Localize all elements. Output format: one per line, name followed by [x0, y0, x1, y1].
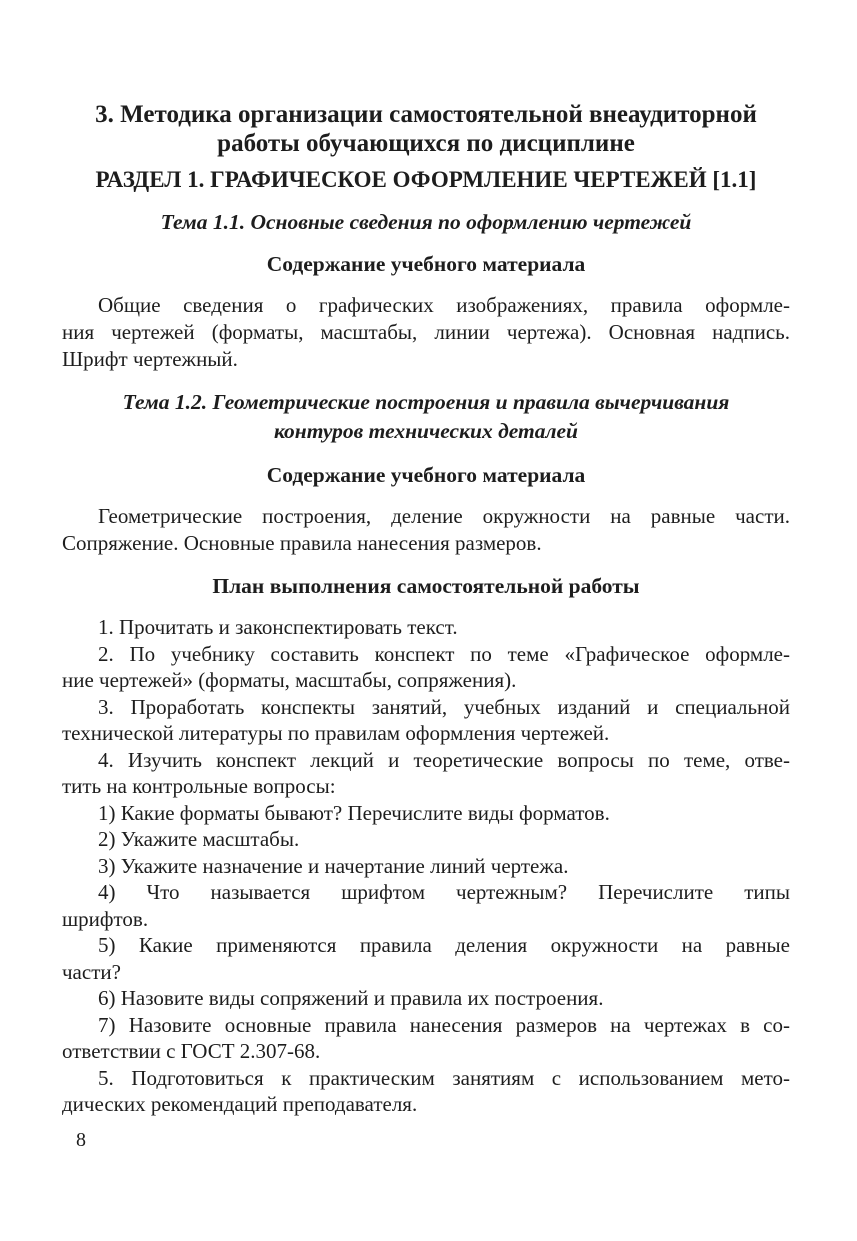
paragraph-line: Геометрические построения, деление окружности на равные части.: [98, 504, 790, 528]
plan-item-line: 3) Укажите назначение и начертание линий чертежа.: [98, 853, 569, 878]
plan-item-line: тить на контрольные вопросы:: [62, 774, 336, 798]
plan-heading: План выполнения самостоятельной работы: [212, 574, 640, 598]
plan-item-line: 2. По учебнику составить конспект по теме «Графическое оформле-: [98, 641, 790, 666]
paragraph-line: ния чертежей (форматы, масштабы, линии чертежа). Основная надпись.: [62, 320, 790, 344]
topic-1-2-heading: [62, 388, 790, 446]
plan-item-line: 5. Подготовиться к практическим занятиям с использованием мето-: [98, 1065, 790, 1090]
plan-item-line: 4. Изучить конспект лекций и теоретические вопросы по теме, отве-: [98, 747, 790, 772]
paragraph-line: Общие сведения о графических изображениях, правила оформле-: [98, 293, 790, 317]
content-label-2: Содержание учебного материала: [266, 463, 586, 487]
plan-item-line: ответствии с ГОСТ 2.307-68.: [62, 1039, 321, 1063]
plan-item: [62, 853, 790, 880]
chapter-title-line-2: работы обучающихся по дисциплине: [217, 130, 635, 157]
plan-item: [62, 1065, 790, 1118]
plan-item-line: 2) Укажите масштабы.: [98, 827, 300, 851]
plan-item: [62, 932, 790, 985]
plan-item: [62, 800, 790, 827]
plan-item: [62, 826, 790, 853]
plan-item-line: 5) Какие применяются правила деления окружности на равные: [98, 933, 790, 957]
plan-item: [62, 1012, 790, 1065]
chapter-title: [62, 100, 790, 158]
plan-item: [62, 985, 790, 1012]
plan-item-line: 1) Какие форматы бывают? Перечислите виды форматов.: [98, 800, 610, 825]
plan-item-line: шрифтов.: [62, 906, 149, 931]
paragraph-line: Шрифт чертежный.: [62, 347, 238, 371]
topic-1-1-heading: Тема 1.1. Основные сведения по оформлению чертежей: [160, 210, 692, 234]
content-label-1: Содержание учебного материала: [266, 252, 586, 276]
plan-item-line: дических рекомендаций преподавателя.: [62, 1092, 418, 1116]
plan-item-line: 7) Назовите основные правила нанесения размеров на чертежах в со-: [98, 1012, 790, 1037]
paragraph-topic-1-2: [62, 503, 790, 557]
paragraph-line: Сопряжение. Основные правила нанесения размеров.: [62, 531, 542, 555]
plan-item: [62, 694, 790, 747]
plan-item: [62, 879, 790, 932]
plan-item-line: технической литературы по правилам оформления чертежей.: [62, 721, 610, 745]
plan-item: [62, 747, 790, 800]
chapter-title-line-1: 3. Методика организации самостоятельной внеаудиторной: [95, 101, 757, 128]
paragraph-topic-1-1: [62, 292, 790, 373]
page-number: 8: [76, 1129, 86, 1151]
plan-item: [62, 641, 790, 694]
plan-item-line: 4) Что называется шрифтом чертежным? Перечислите типы: [98, 880, 790, 904]
plan-item-line: 6) Назовите виды сопряжений и правила их построения.: [98, 986, 604, 1010]
topic-1-2-heading-line-2: контуров технических деталей: [273, 419, 579, 443]
plan-item-line: части?: [62, 959, 121, 984]
plan-item-line: ние чертежей» (форматы, масштабы, сопряжения).: [62, 668, 517, 692]
topic-1-2-heading-line-1: Тема 1.2. Геометрические построения и правила вычерчивания: [122, 390, 730, 414]
section-heading: РАЗДЕЛ 1. ГРАФИЧЕСКОЕ ОФОРМЛЕНИЕ ЧЕРТЕЖЕЙ [1.1]: [95, 167, 757, 192]
plan-list: [62, 614, 790, 1118]
plan-item-line: 1. Прочитать и законспектировать текст.: [98, 615, 458, 639]
plan-item: [62, 614, 790, 641]
plan-item-line: 3. Проработать конспекты занятий, учебных изданий и специальной: [98, 694, 790, 719]
